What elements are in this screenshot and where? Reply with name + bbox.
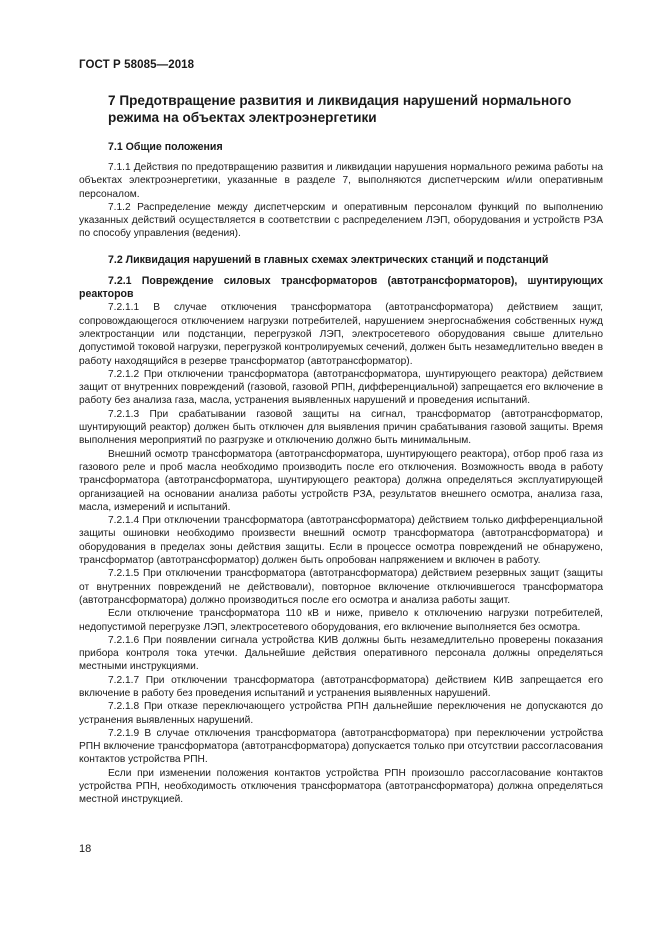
subsection-title-7-2-1: 7.2.1 Повреждение силовых трансформаторов (автотрансформаторов), шунтирующих реакторов [79,274,603,301]
paragraph: 7.1.1 Действия по предотвращению развития и ликвидации нарушения нормального режима работы на объектах электроэнергетики, указанные в разделе 7, выполняются диспетчерским и/или оперативным персоналом. [79,162,603,200]
subsection-title-7-2: 7.2 Ликвидация нарушений в главных схемах электрических станций и подстанций [108,253,549,266]
paragraph: Если при изменении положения контактов устройства РПН произошло рассогласование контактов устройства РПН, необходимость отключения трансформатора (автотрансформатора) должна определяться местной инструкцией. [79,767,603,806]
paragraph: 7.1.2 Распределение между диспетчерским и оперативным персоналом функций по выполнению указанных действий осуществляется в соответствии с распределением ЛЭП, оборудования и устройств РЗА по способу управления (ведения). [79,201,603,240]
paragraph: Внешний осмотр трансформатора (автотрансформатора, шунтирующего реактора), отбор проб газа из газового реле и проб масла необходимо производить после его отключения. Возможность ввода в работу трансформатора (автотрансформатора, шунтирующего реактора) должна определяться эксплуатирующей организацией на основании анализа работы устройств РЗА, результатов внешнего осмотра, анализа газа, масла, измерений и испытаний. [79,448,603,513]
paragraph: 7.2.1.3 При срабатывании газовой защиты на сигнал, трансформатор (автотрансформатор, шунтирующий реактор) должен быть отключен для выявления причин срабатывания газовой защиты. Время выполнения мероприятий по разгрузке и отключению должно быть минимальным. [79,408,603,447]
paragraph: 7.2.1.6 При появлении сигнала устройства КИВ должны быть незамедлительно проверены показания прибора контроля тока утечки. Дальнейшие действия оперативного персонала должны определяться местными инструкциями. [79,634,603,673]
paragraph: 7.2.1.9 В случае отключения трансформатора (автотрансформатора) при переключении устройства РПН включение трансформатора (автотрансформатора) допускается только при отсутствии рассогласования контактов устройства РПН. [79,727,603,766]
paragraph: 7.2.1.7 При отключении трансформатора (автотрансформатора) действием КИВ запрещается его включение в работу без проведения испытаний и устранения выявленных нарушений. [79,674,603,699]
paragraph: 7.2.1.4 При отключении трансформатора (автотрансформатора) действием только дифференциальной защиты ошиновки необходимо произвести внешний осмотр трансформатора (автотрансформатора) и оборудования в пределах зоны действия защиты. Если в процессе осмотра повреждений не обнаружено, трансформатор (автотрансформатор) должен быть опробован напряжением и включен в работу. [79,515,603,567]
paragraph: 7.2.1.8 При отказе переключающего устройства РПН дальнейшие переключения не допускаются до устранения выявленных нарушений. [79,701,603,726]
paragraph: 7.2.1.2 При отключении трансформатора (автотрансформатора, шунтирующего реактора) действием защит от внутренних повреждений (газовой, газовой РПН, дифференциальной) запрещается его включение в работу без анализа газа, масла, устранения выявленных нарушений и проведения испытаний. [79,368,603,407]
section-title: 7 Предотвращение развития и ликвидация нарушений нормального режима на объектах электроэнергетики [108,93,572,125]
page-number: 18 [79,843,92,855]
page-content [79,92,603,807]
paragraph: 7.2.1.1 В случае отключения трансформатора (автотрансформатора) действием защит, сопровождающегося отключением нагрузки потребителей, нарушением энергоснабжения собственных нужд электростанции или подстанции, перегрузкой ЛЭП, электросетевого оборудования свыше длительно допустимой токовой нагрузки, перегрузкой контролируемых сечений, должен быть незамедлительно введен в работу находящийся в резерве трансформатор (автотрансформатор). [79,302,603,367]
subsection-title-7-1: 7.1 Общие положения [108,141,223,153]
paragraph: 7.2.1.5 При отключении трансформатора (автотрансформатора) действием резервных защит (защиты от внутренних повреждений не действовали), повторное включение отключившегося трансформатора (автотрансформатора) должно производиться после его осмотра и анализа работы защит. [79,568,603,606]
document-header: ГОСТ Р 58085—2018 [79,59,195,71]
paragraph: Если отключение трансформатора 110 кВ и ниже, привело к отключению нагрузки потребителей, недопустимой перегрузке ЛЭП, электросетевого оборудования, его включение выполняется без осмотра. [79,608,603,633]
